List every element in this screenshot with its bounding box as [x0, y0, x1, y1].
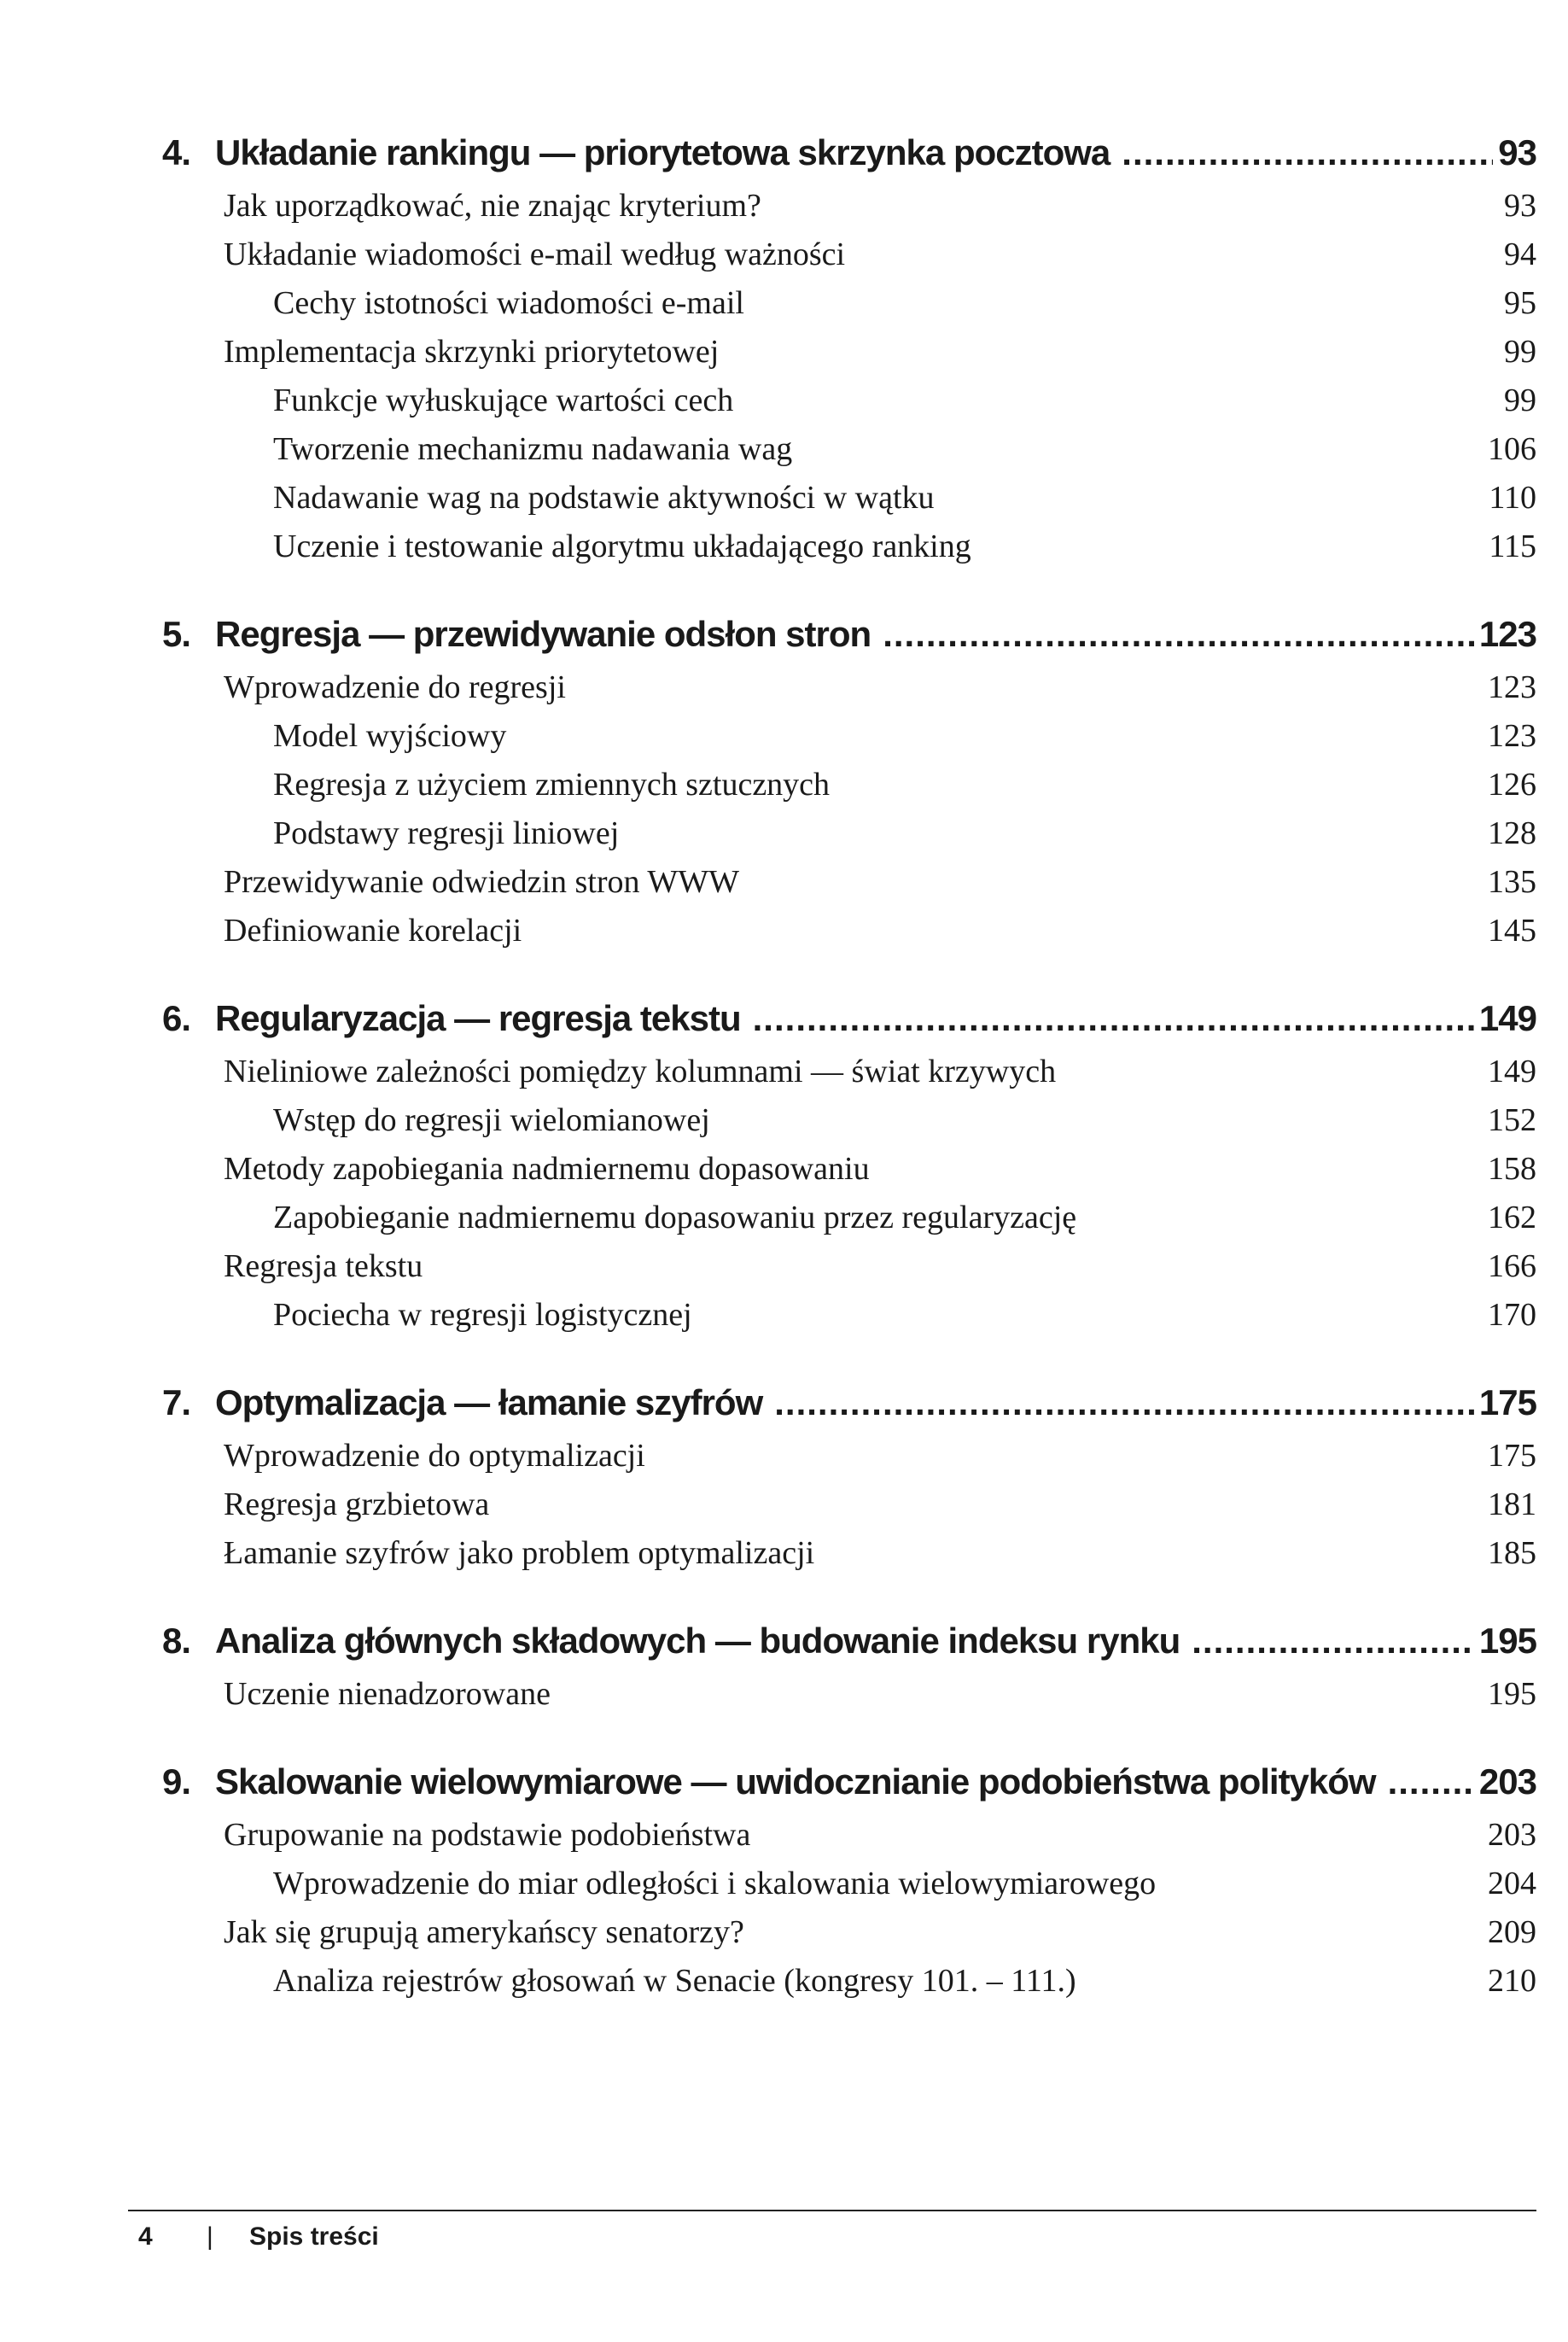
entry-page-number: 181	[1488, 1486, 1536, 1522]
chapter-section	[162, 1382, 1536, 1583]
dot-leader	[753, 998, 1474, 1039]
entry-title: Uczenie i testowanie algorytmu układającego ranking	[273, 529, 971, 564]
entry-page-number: 162	[1488, 1200, 1536, 1235]
chapter-heading[interactable]	[162, 1621, 1536, 1675]
entry-title: Wstęp do regresji wielomianowej	[273, 1102, 710, 1138]
toc-subsection-entry[interactable]	[162, 528, 1536, 576]
chapter-heading[interactable]	[162, 132, 1536, 187]
entry-page-number: 145	[1488, 913, 1536, 949]
entry-title: Regresja z użyciem zmiennych sztucznych	[273, 767, 831, 803]
dot-leader	[774, 1382, 1474, 1423]
entry-page-number: 128	[1488, 815, 1536, 851]
entry-title: Pociecha w regresji logistycznej	[273, 1297, 692, 1333]
entry-title: Jak się grupują amerykańscy senatorzy?	[224, 1914, 744, 1950]
entry-title: Analiza rejestrów głosowań w Senacie (kongresy 101. – 111.)	[273, 1963, 1076, 1999]
chapter-page-number: 195	[1478, 1621, 1536, 1661]
entry-page-number: 195	[1488, 1676, 1536, 1712]
chapter-title: Regresja — przewidywanie odsłon stron	[215, 614, 871, 654]
toc-section-entry[interactable]	[162, 1437, 1536, 1486]
toc-section-entry[interactable]	[162, 863, 1536, 912]
entry-page-number: 185	[1488, 1535, 1536, 1571]
entry-page-number: 115	[1489, 529, 1536, 564]
chapter-page-number: 203	[1478, 1761, 1536, 1802]
entry-title: Nadawanie wag na podstawie aktywności w wątku	[273, 480, 935, 516]
toc-section-entry[interactable]	[162, 1053, 1536, 1101]
entry-page-number: 99	[1504, 383, 1536, 418]
entry-title: Wprowadzenie do regresji	[224, 669, 566, 705]
chapter-section	[162, 614, 1536, 961]
entry-title: Model wyjściowy	[273, 718, 507, 754]
toc-section-entry[interactable]	[162, 187, 1536, 236]
entry-title: Regresja tekstu	[224, 1248, 423, 1284]
entry-page-number: 175	[1488, 1438, 1536, 1474]
chapter-page-number: 175	[1478, 1382, 1536, 1422]
toc-subsection-entry[interactable]	[162, 1865, 1536, 1913]
toc-section-entry[interactable]	[162, 1816, 1536, 1865]
dot-leader	[883, 614, 1474, 655]
entry-title: Uczenie nienadzorowane	[224, 1676, 551, 1712]
entry-title: Wprowadzenie do optymalizacji	[224, 1438, 645, 1474]
toc-section-entry[interactable]	[162, 1150, 1536, 1199]
chapter-section	[162, 132, 1536, 576]
entry-title: Tworzenie mechanizmu nadawania wag	[273, 431, 793, 467]
entry-page-number: 123	[1488, 669, 1536, 705]
dot-leader	[1388, 1761, 1474, 1802]
entry-page-number: 99	[1504, 334, 1536, 370]
entry-page-number: 149	[1488, 1054, 1536, 1089]
chapter-heading[interactable]	[162, 614, 1536, 669]
entry-title: Układanie wiadomości e-mail według ważności	[224, 237, 846, 272]
entry-title: Zapobieganie nadmiernemu dopasowaniu przez regularyzację	[273, 1200, 1077, 1235]
toc-subsection-entry[interactable]	[162, 1101, 1536, 1150]
toc-section-entry[interactable]	[162, 1247, 1536, 1296]
footer-rule	[128, 2210, 1536, 2211]
entry-page-number: 95	[1504, 285, 1536, 321]
chapter-number: 6.	[162, 998, 191, 1038]
chapter-section	[162, 1761, 1536, 2011]
entry-page-number: 126	[1488, 767, 1536, 803]
toc-subsection-entry[interactable]	[162, 430, 1536, 479]
chapter-number: 8.	[162, 1621, 191, 1661]
chapter-number: 9.	[162, 1761, 191, 1802]
toc-subsection-entry[interactable]	[162, 815, 1536, 863]
dot-leader	[1192, 1621, 1474, 1662]
entry-page-number: 93	[1504, 188, 1536, 224]
entry-title: Funkcje wyłuskujące wartości cech	[273, 383, 734, 418]
toc-subsection-entry[interactable]	[162, 284, 1536, 333]
footer-page-number: 4	[138, 2222, 153, 2251]
chapter-title: Układanie rankingu — priorytetowa skrzynka pocztowa	[215, 132, 1110, 172]
footer-section-title: Spis treści	[249, 2222, 379, 2251]
chapter-section	[162, 998, 1536, 1345]
toc-subsection-entry[interactable]	[162, 766, 1536, 815]
chapter-title: Optymalizacja — łamanie szyfrów	[215, 1382, 763, 1422]
toc-section-entry[interactable]	[162, 1534, 1536, 1583]
entry-page-number: 110	[1489, 480, 1536, 516]
entry-page-number: 210	[1488, 1963, 1536, 1999]
chapter-title: Analiza głównych składowych — budowanie indeksu rynku	[215, 1621, 1180, 1661]
entry-page-number: 158	[1488, 1151, 1536, 1187]
entry-page-number: 203	[1488, 1817, 1536, 1853]
entry-page-number: 135	[1488, 864, 1536, 900]
page-footer	[138, 2222, 379, 2251]
chapter-title: Regularyzacja — regresja tekstu	[215, 998, 741, 1038]
chapter-number: 5.	[162, 614, 191, 654]
chapter-heading[interactable]	[162, 1382, 1536, 1437]
toc-subsection-entry[interactable]	[162, 382, 1536, 430]
entry-page-number: 166	[1488, 1248, 1536, 1284]
chapter-title: Skalowanie wielowymiarowe — uwidocznianie podobieństwa polityków	[215, 1761, 1376, 1802]
entry-title: Cechy istotności wiadomości e-mail	[273, 285, 744, 321]
entry-page-number: 204	[1488, 1866, 1536, 1901]
entry-page-number: 94	[1504, 237, 1536, 272]
chapter-number: 4.	[162, 132, 191, 172]
entry-title: Definiowanie korelacji	[224, 913, 522, 949]
entry-title: Łamanie szyfrów jako problem optymalizacji	[224, 1535, 815, 1571]
entry-page-number: 209	[1488, 1914, 1536, 1950]
entry-page-number: 152	[1488, 1102, 1536, 1138]
entry-title: Jak uporządkować, nie znając kryterium?	[224, 188, 761, 224]
footer-separator: |	[207, 2222, 213, 2251]
toc-section-entry[interactable]	[162, 236, 1536, 284]
chapter-section	[162, 1621, 1536, 1724]
toc-section-entry[interactable]	[162, 1913, 1536, 1962]
toc-section-entry[interactable]	[162, 1675, 1536, 1724]
entry-page-number: 123	[1488, 718, 1536, 754]
chapter-page-number: 149	[1478, 998, 1536, 1038]
entry-title: Metody zapobiegania nadmiernemu dopasowaniu	[224, 1151, 870, 1187]
entry-title: Regresja grzbietowa	[224, 1486, 490, 1522]
toc-subsection-entry[interactable]	[162, 479, 1536, 528]
entry-title: Wprowadzenie do miar odległości i skalowania wielowymiarowego	[273, 1866, 1157, 1901]
chapter-page-number: 123	[1478, 614, 1536, 654]
entry-page-number: 106	[1488, 431, 1536, 467]
toc-subsection-entry[interactable]	[162, 717, 1536, 766]
chapter-heading[interactable]	[162, 1761, 1536, 1816]
toc-subsection-entry[interactable]	[162, 1199, 1536, 1247]
entry-title: Implementacja skrzynki priorytetowej	[224, 334, 720, 370]
chapter-heading[interactable]	[162, 998, 1536, 1053]
toc-section-entry[interactable]	[162, 333, 1536, 382]
table-of-contents	[162, 132, 1536, 2048]
chapter-page-number: 93	[1498, 132, 1536, 172]
entry-title: Grupowanie na podstawie podobieństwa	[224, 1817, 751, 1853]
toc-section-entry[interactable]	[162, 912, 1536, 961]
chapter-number: 7.	[162, 1382, 191, 1422]
toc-section-entry[interactable]	[162, 669, 1536, 717]
toc-subsection-entry[interactable]	[162, 1962, 1536, 2011]
entry-page-number: 170	[1488, 1297, 1536, 1333]
entry-title: Przewidywanie odwiedzin stron WWW	[224, 864, 739, 900]
entry-title: Podstawy regresji liniowej	[273, 815, 620, 851]
toc-subsection-entry[interactable]	[162, 1296, 1536, 1345]
dot-leader	[1122, 132, 1493, 173]
entry-title: Nieliniowe zależności pomiędzy kolumnami — świat krzywych	[224, 1054, 1057, 1089]
toc-section-entry[interactable]	[162, 1486, 1536, 1534]
